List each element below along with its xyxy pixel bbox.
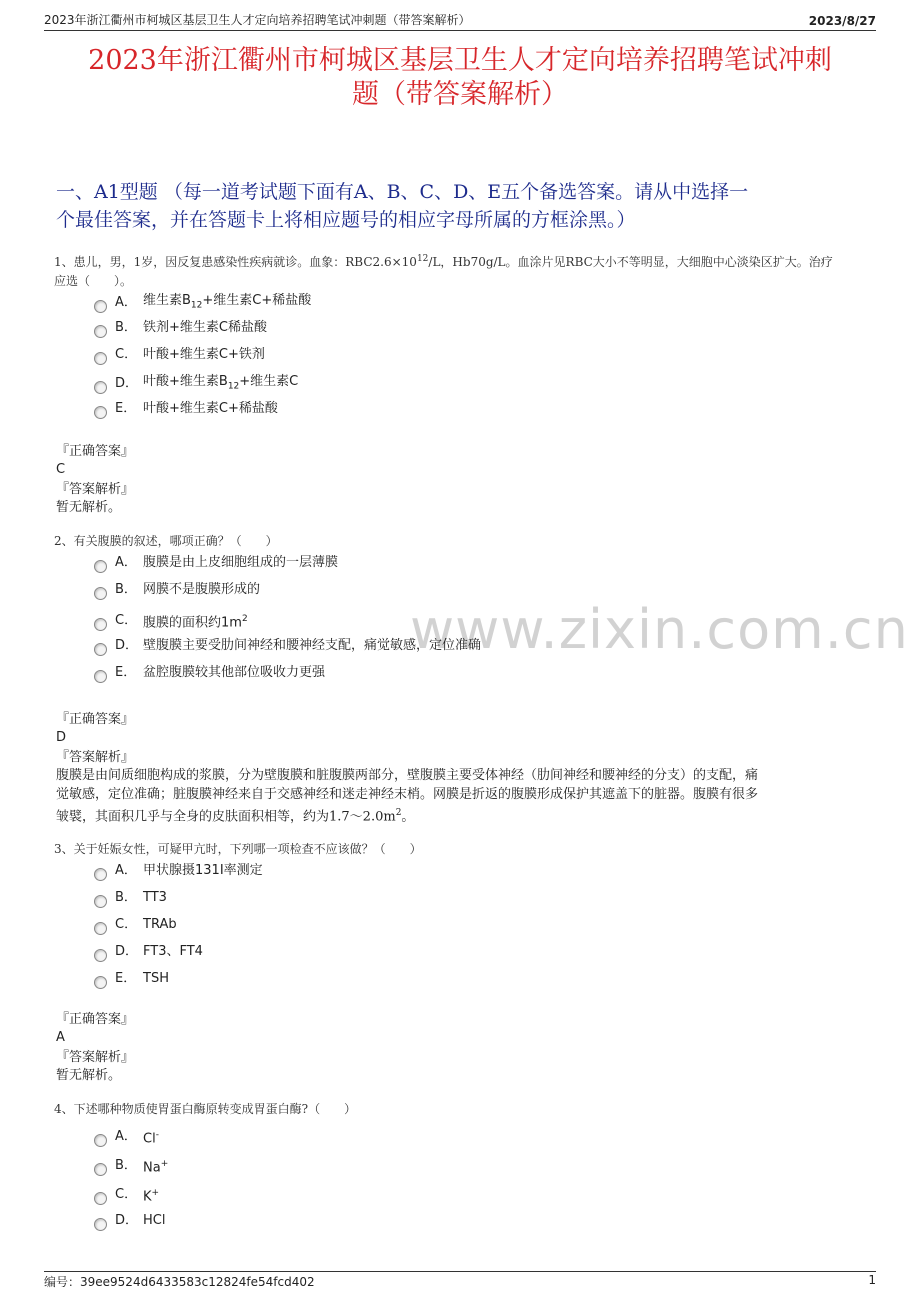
option-letter: A． — [115, 295, 137, 311]
option-letter: D． — [115, 638, 139, 653]
section-heading — [56, 178, 864, 234]
header-date: 2023/8/27 — [808, 14, 876, 28]
option-c[interactable] — [94, 346, 265, 364]
option-superscript: + — [160, 1159, 169, 1169]
watermark: www.zixin.com.cn — [410, 598, 909, 661]
section-line-1: 一、A1型题 （每一道考试题下面有A、B、C、D、E五个备选答案。请从中选择一 — [56, 181, 749, 203]
option-b[interactable] — [94, 581, 260, 599]
option-letter: C． — [115, 1187, 138, 1203]
option-letter: A． — [115, 863, 137, 878]
explanation-part: 皱襞，其面积几乎与全身的皮肤面积相等，约为1.7～2.0m — [56, 809, 396, 825]
stem-part: 应选（ ）。 — [54, 274, 133, 288]
option-text: 腹膜是由上皮细胞组成的一层薄膜 — [143, 555, 339, 570]
explanation-label: 『答案解析』 — [56, 1050, 135, 1065]
option-letter: E． — [115, 401, 137, 416]
option-letter: A． — [115, 555, 137, 570]
radio-icon[interactable] — [94, 670, 107, 683]
answer-value: D — [56, 730, 67, 745]
option-a[interactable] — [94, 862, 263, 880]
option-superscript: + — [151, 1188, 160, 1198]
question-stem: 4、下述哪种物质使胃蛋白酶原转变成胃蛋白酶?（ ） — [54, 1102, 357, 1116]
explanation-part: 。 — [401, 809, 415, 825]
radio-icon[interactable] — [94, 560, 107, 573]
radio-icon[interactable] — [94, 300, 107, 313]
option-letter: D． — [115, 1213, 139, 1228]
option-superscript: - — [155, 1130, 159, 1140]
option-b[interactable] — [94, 1155, 168, 1177]
explanation-text — [56, 766, 870, 826]
option-text — [143, 1155, 168, 1177]
question-4 — [54, 1100, 870, 1240]
option-letter: A． — [115, 1129, 137, 1145]
option-text-part: Na — [143, 1160, 161, 1176]
page-header — [44, 11, 876, 31]
option-letter: B． — [115, 582, 137, 597]
page-number: 1 — [868, 1273, 876, 1287]
radio-icon[interactable] — [94, 895, 107, 908]
radio-icon[interactable] — [94, 643, 107, 656]
option-letter: D． — [115, 944, 139, 959]
option-text: TRAb — [143, 917, 177, 932]
option-superscript: 2 — [241, 614, 248, 624]
option-text — [143, 610, 248, 632]
option-c[interactable] — [94, 610, 248, 632]
option-d[interactable] — [94, 1212, 165, 1230]
option-subscript: 12 — [190, 300, 203, 311]
option-text: 甲状腺摄131I率测定 — [143, 863, 263, 878]
header-title: 2023年浙江衢州市柯城区基层卫生人才定向培养招聘笔试冲刺题（带答案解析） — [44, 13, 471, 27]
option-text: HCl — [143, 1213, 166, 1228]
answer-label: 『正确答案』 — [56, 712, 135, 727]
option-letter: D． — [115, 376, 139, 392]
option-text: 铁剂+维生素C稀盐酸 — [143, 320, 267, 335]
question-1 — [54, 250, 870, 520]
question-stem — [54, 250, 870, 291]
radio-icon[interactable] — [94, 618, 107, 631]
radio-icon[interactable] — [94, 381, 107, 394]
title-line-2: 题（带答案解析） — [352, 79, 568, 110]
option-text: TSH — [143, 971, 169, 986]
question-3 — [54, 840, 870, 1090]
option-b[interactable] — [94, 889, 167, 907]
section-line-2: 个最佳答案，并在答题卡上将相应题号的相应字母所属的方框涂黑。） — [56, 209, 636, 231]
option-d[interactable] — [94, 373, 298, 396]
stem-superscript: 12 — [416, 254, 429, 264]
option-c[interactable] — [94, 1184, 159, 1206]
option-letter: B． — [115, 320, 137, 335]
option-text: 叶酸+维生素C+铁剂 — [143, 347, 265, 362]
option-text: 盆腔腹膜较其他部位吸收力更强 — [143, 665, 326, 680]
radio-icon[interactable] — [94, 1163, 107, 1176]
radio-icon[interactable] — [94, 1218, 107, 1231]
option-letter: E． — [115, 665, 137, 680]
option-text: TT3 — [143, 890, 167, 905]
document-code: 编号：39ee9524d6433583c12824fe54fcd402 — [44, 1275, 315, 1289]
option-text: 叶酸+维生素C+稀盐酸 — [143, 401, 278, 416]
option-c[interactable] — [94, 916, 177, 934]
option-a[interactable] — [94, 292, 311, 315]
answer-value: A — [56, 1030, 65, 1045]
option-letter: B． — [115, 890, 137, 905]
question-stem: 3、关于妊娠女性，可疑甲亢时，下列哪一项检查不应该做？（ ） — [54, 842, 422, 856]
option-a[interactable] — [94, 1126, 159, 1148]
option-text-part: 腹膜的面积约1m — [143, 615, 242, 631]
option-text-part: 叶酸+维生素B — [143, 374, 228, 389]
explanation-line — [56, 804, 870, 826]
answer-label: 『正确答案』 — [56, 1012, 135, 1027]
radio-icon[interactable] — [94, 868, 107, 881]
radio-icon[interactable] — [94, 406, 107, 419]
option-text: 壁腹膜主要受肋间神经和腰神经支配，痛觉敏感，定位准确 — [143, 638, 482, 653]
explanation-superscript: 2 — [395, 808, 402, 818]
explanation-line: 觉敏感，定位准确；脏腹膜神经来自于交感神经和迷走神经末梢。网膜是折返的腹膜形成保护其遮盖下的脏器。腹膜有很多 — [56, 787, 759, 802]
option-letter: E． — [115, 971, 137, 986]
question-stem: 2、有关腹膜的叙述，哪项正确？（ ） — [54, 534, 278, 548]
document-title — [40, 44, 880, 112]
radio-icon[interactable] — [94, 976, 107, 989]
option-text — [143, 373, 298, 396]
option-text: 网膜不是腹膜形成的 — [143, 582, 261, 597]
option-text-part: 维生素B — [143, 293, 191, 308]
option-e[interactable] — [94, 400, 278, 418]
option-text-part: +维生素C+稀盐酸 — [202, 293, 312, 308]
answer-value: C — [56, 462, 66, 477]
option-text-part: +维生素C — [239, 374, 299, 389]
option-letter: C． — [115, 347, 138, 362]
radio-icon[interactable] — [94, 949, 107, 962]
option-letter: B． — [115, 1158, 137, 1174]
radio-icon[interactable] — [94, 1192, 107, 1205]
title-line-1: 2023年浙江衢州市柯城区基层卫生人才定向培养招聘笔试冲刺 — [88, 45, 832, 76]
question-2 — [54, 532, 870, 832]
option-letter: C． — [115, 613, 138, 629]
radio-icon[interactable] — [94, 922, 107, 935]
option-d[interactable] — [94, 943, 203, 961]
option-letter: C． — [115, 917, 138, 932]
option-e[interactable] — [94, 664, 325, 682]
option-subscript: 12 — [227, 381, 240, 392]
option-b[interactable] — [94, 319, 267, 337]
option-d[interactable] — [94, 637, 481, 655]
explanation-text: 暂无解析。 — [56, 1068, 122, 1083]
stem-part: 1、患儿，男，1岁，因反复患感染性疾病就诊。血象：RBC2.6×10 — [54, 255, 417, 269]
radio-icon[interactable] — [94, 352, 107, 365]
radio-icon[interactable] — [94, 587, 107, 600]
option-a[interactable] — [94, 554, 338, 572]
option-text-part: Cl — [143, 1131, 156, 1147]
option-text-part: K — [143, 1189, 152, 1205]
explanation-line: 腹膜是由间质细胞构成的浆膜，分为壁腹膜和脏腹膜两部分，壁腹膜主要受体神经（肋间神经和腰神经的分支）的支配，痛 — [56, 768, 759, 783]
radio-icon[interactable] — [94, 325, 107, 338]
option-text — [143, 292, 311, 315]
option-text — [143, 1184, 159, 1206]
explanation-label: 『答案解析』 — [56, 750, 135, 765]
explanation-text: 暂无解析。 — [56, 500, 122, 515]
page-footer — [44, 1271, 876, 1290]
option-e[interactable] — [94, 970, 169, 988]
explanation-label: 『答案解析』 — [56, 482, 135, 497]
option-text: FT3、FT4 — [143, 944, 203, 959]
answer-label: 『正确答案』 — [56, 444, 135, 459]
radio-icon[interactable] — [94, 1134, 107, 1147]
stem-part: /L，Hb70g/L。血涂片见RBC大小不等明显，大细胞中心淡染区扩大。治疗 — [428, 255, 833, 269]
option-text — [143, 1126, 159, 1148]
